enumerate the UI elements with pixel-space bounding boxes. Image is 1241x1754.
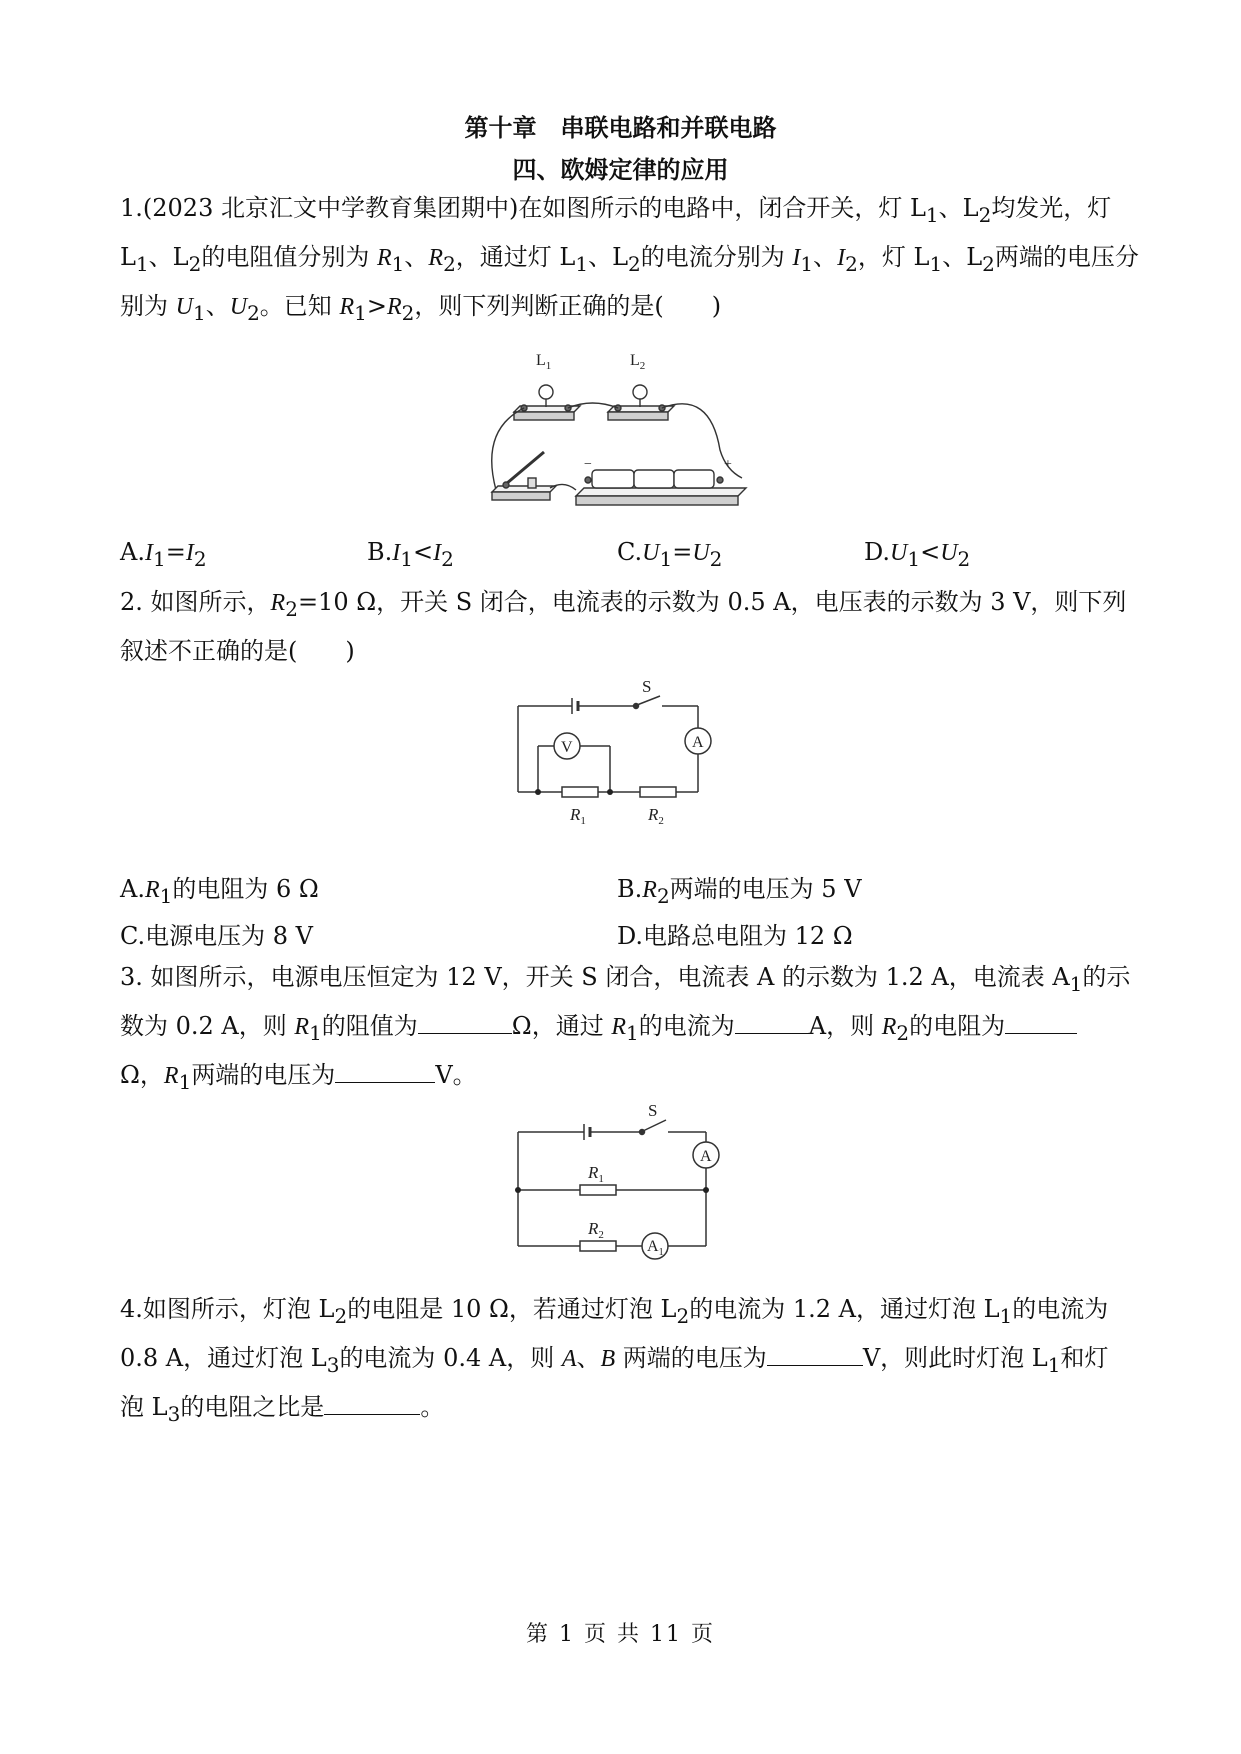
q2-r2-label: $R_2$ xyxy=(648,805,664,827)
q1-line-2: $L_1$、$L_2$的电阻值分别为 $R_1$、$R_2$，通过灯 $L_1$、$L_2$的电流分别为 $I_1$、$I_2$，灯 $L_1$、$L_2$两端的电压分 xyxy=(120,243,1139,276)
q1-circuit-figure xyxy=(480,350,760,520)
q3-blank-2[interactable] xyxy=(735,1009,809,1034)
q2-option-b[interactable]: $B.R_2$两端的电压为 5 V xyxy=(617,875,862,908)
section-title: 四、欧姆定律的应用 xyxy=(512,155,729,184)
q3-blank-1[interactable] xyxy=(418,1009,512,1034)
q1-battery-plus: + xyxy=(724,457,732,472)
q3-line-2: 数为 0.2 A，则 $R_1$的阻值为 Ω，通过 $R_1$的电流为 A，则 $R_2$的电阻为 xyxy=(120,1009,1130,1050)
q1-option-a[interactable]: $A.I_1=I_2$ xyxy=(120,538,207,571)
q1-lamp2-label: $L_2$ xyxy=(630,352,646,372)
q4-line-1: 4.如图所示，灯泡 $L_2$的电阻是 10 Ω，若通过灯泡 $L_2$的电流为 1.2 A，通过灯泡 $L_1$的电流为 xyxy=(120,1295,1109,1328)
q1-lamp1-label: $L_1$ xyxy=(536,352,552,372)
q2-option-a[interactable]: $A.R_1$的电阻为 6 Ω xyxy=(120,875,319,908)
q2-switch-label: S xyxy=(642,677,652,696)
q3-switch-label: S xyxy=(648,1101,658,1120)
chapter-title: 第十章 串联电路和并联电路 xyxy=(464,113,777,142)
q1-line-1: 1.(2023 北京汇文中学教育集团期中)在如图所示的电路中，闭合开关，灯 $L_1$、$L_2$均发光，灯 xyxy=(120,194,1112,227)
q3-r1-label: $R_1$ xyxy=(588,1163,604,1185)
q4-blank-1[interactable] xyxy=(767,1341,863,1366)
q3-ammeter-label: A xyxy=(700,1148,712,1165)
q3-line-1: 3. 如图所示，电源电压恒定为 12 V，开关 S 闭合，电流表 A 的示数为 1.2 A，电流表 $A_1$的示 xyxy=(120,963,1131,996)
q3-circuit-figure xyxy=(510,1098,730,1258)
q2-option-c[interactable]: C.电源电压为 8 V xyxy=(120,922,313,950)
q1-option-b[interactable]: $B.I_1<I_2$ xyxy=(367,538,454,571)
page-footer: 第 1 页 共 11 页 xyxy=(526,1622,715,1647)
q1-option-d[interactable]: $D.U_1<U_2$ xyxy=(864,538,971,571)
q2-line-1: 2. 如图所示，$R_2=10$ Ω，开关 S 闭合，电流表的示数为 0.5 A，电压表的示数为 3 V，则下列 xyxy=(120,588,1127,621)
q1-option-c[interactable]: $C.U_1=U_2$ xyxy=(617,538,723,571)
q2-ammeter-label: A xyxy=(692,734,704,751)
q2-circuit-figure xyxy=(510,672,710,827)
q4-line-3: 泡 $L_3$的电阻之比是 。 xyxy=(120,1390,1130,1431)
q4-blank-2[interactable] xyxy=(324,1390,420,1415)
q1-battery-minus: − xyxy=(584,457,592,472)
q3-ammeter1-label: $A_1$ xyxy=(647,1238,664,1258)
q3-blank-4[interactable] xyxy=(335,1058,435,1083)
q1-line-3: 别为 $U_1$、$U_2$。已知 $R_1>R_2$，则下列判断正确的是( ) xyxy=(120,292,722,325)
q4-line-2: 0.8 A，通过灯泡 $L_3$的电流为 0.4 A，则 A、B 两端的电压为 V，则此时灯泡 $L_1$和灯 xyxy=(120,1341,1130,1382)
q2-option-d[interactable]: D.电路总电阻为 12 Ω xyxy=(617,922,853,950)
q3-blank-3[interactable] xyxy=(1005,1009,1077,1034)
q2-voltmeter-label: V xyxy=(561,739,573,756)
q3-line-3: Ω，$R_1$两端的电压为 V。 xyxy=(120,1058,1130,1099)
q2-line-2: 叙述不正确的是( ) xyxy=(120,637,355,665)
q3-r2-label: $R_2$ xyxy=(588,1219,604,1241)
q2-r1-label: $R_1$ xyxy=(570,805,586,827)
